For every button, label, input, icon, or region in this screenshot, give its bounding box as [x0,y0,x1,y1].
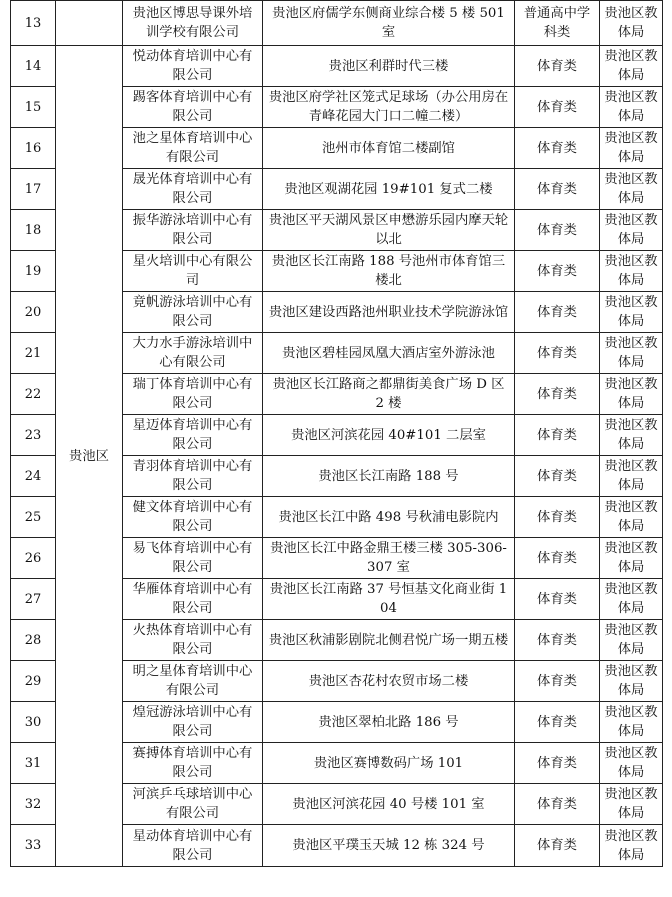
approving-authority: 贵池区教体局 [600,784,663,825]
approving-authority: 贵池区教体局 [600,497,663,538]
row-number: 29 [11,661,56,702]
institution-category: 体育类 [515,579,600,620]
row-number: 13 [11,1,56,46]
row-number: 15 [11,87,56,128]
institution-name: 火热体育培训中心有限公司 [123,620,263,661]
institution-name: 明之星体育培训中心有限公司 [123,661,263,702]
institution-name: 星迈体育培训中心有限公司 [123,415,263,456]
approving-authority: 贵池区教体局 [600,661,663,702]
institution-name: 河滨乒乓球培训中心有限公司 [123,784,263,825]
institution-address: 贵池区长江中路 498 号秋浦电影院内 [263,497,515,538]
institution-category: 体育类 [515,169,600,210]
institution-name: 星动体育培训中心有限公司 [123,825,263,867]
table-body [11,1,663,867]
approving-authority: 贵池区教体局 [600,169,663,210]
institution-category: 体育类 [515,251,600,292]
institution-address: 贵池区长江南路 188 号 [263,456,515,497]
institution-category: 体育类 [515,374,600,415]
row-number: 16 [11,128,56,169]
institution-address: 贵池区长江南路 188 号池州市体育馆三楼北 [263,251,515,292]
institution-name: 大力水手游泳培训中心有限公司 [123,333,263,374]
institution-category: 普通高中学科类 [515,1,600,46]
institution-name: 踢客体育培训中心有限公司 [123,87,263,128]
institution-category: 体育类 [515,87,600,128]
institution-address: 贵池区杏花村农贸市场二楼 [263,661,515,702]
institution-category: 体育类 [515,292,600,333]
institution-category: 体育类 [515,210,600,251]
approving-authority: 贵池区教体局 [600,1,663,46]
row-number: 23 [11,415,56,456]
institution-address: 贵池区建设西路池州职业技术学院游泳馆 [263,292,515,333]
approving-authority: 贵池区教体局 [600,374,663,415]
row-number: 19 [11,251,56,292]
institution-address: 贵池区府儒学东侧商业综合楼 5 楼 501 室 [263,1,515,46]
institution-name: 振华游泳培训中心有限公司 [123,210,263,251]
row-number: 27 [11,579,56,620]
row-number: 21 [11,333,56,374]
institution-category: 体育类 [515,46,600,87]
table-row [11,1,663,46]
institution-address: 贵池区河滨花园 40 号楼 101 室 [263,784,515,825]
row-number: 26 [11,538,56,579]
approving-authority: 贵池区教体局 [600,702,663,743]
approving-authority: 贵池区教体局 [600,825,663,867]
institution-name: 瑞丁体育培训中心有限公司 [123,374,263,415]
institution-name: 健文体育培训中心有限公司 [123,497,263,538]
institution-category: 体育类 [515,456,600,497]
institution-address: 贵池区秋浦影剧院北侧君悦广场一期五楼 [263,620,515,661]
approving-authority: 贵池区教体局 [600,46,663,87]
institution-name: 星火培训中心有限公司 [123,251,263,292]
institution-name: 池之星体育培训中心有限公司 [123,128,263,169]
institution-address: 贵池区利群时代三楼 [263,46,515,87]
institution-address: 贵池区府学社区笼式足球场（办公用房在青峰花园大门口二幢二楼） [263,87,515,128]
approving-authority: 贵池区教体局 [600,415,663,456]
row-number: 33 [11,825,56,867]
row-number: 28 [11,620,56,661]
institution-category: 体育类 [515,497,600,538]
approving-authority: 贵池区教体局 [600,579,663,620]
institution-category: 体育类 [515,702,600,743]
institution-name: 悦动体育培训中心有限公司 [123,46,263,87]
institution-address: 贵池区平天湖风景区申懋游乐园内摩天轮以北 [263,210,515,251]
institution-category: 体育类 [515,825,600,867]
row-number: 25 [11,497,56,538]
approving-authority: 贵池区教体局 [600,333,663,374]
institution-category: 体育类 [515,538,600,579]
institution-category: 体育类 [515,333,600,374]
table-row [11,46,663,87]
institution-category: 体育类 [515,784,600,825]
institution-address: 贵池区碧桂园凤凰大酒店室外游泳池 [263,333,515,374]
institution-category: 体育类 [515,128,600,169]
institution-address: 贵池区平璞玉天城 12 栋 324 号 [263,825,515,867]
approving-authority: 贵池区教体局 [600,538,663,579]
approving-authority: 贵池区教体局 [600,251,663,292]
institution-address: 贵池区长江南路 37 号恒基文化商业街 104 [263,579,515,620]
row-number: 17 [11,169,56,210]
institution-category: 体育类 [515,743,600,784]
institution-name: 青羽体育培训中心有限公司 [123,456,263,497]
approving-authority: 贵池区教体局 [600,128,663,169]
district-cell-empty [56,1,123,46]
approving-authority: 贵池区教体局 [600,620,663,661]
institution-name: 华雁体育培训中心有限公司 [123,579,263,620]
approving-authority: 贵池区教体局 [600,456,663,497]
institution-name: 竟帆游泳培训中心有限公司 [123,292,263,333]
row-number: 32 [11,784,56,825]
row-number: 14 [11,46,56,87]
row-number: 30 [11,702,56,743]
row-number: 24 [11,456,56,497]
institution-name: 易飞体育培训中心有限公司 [123,538,263,579]
approving-authority: 贵池区教体局 [600,292,663,333]
row-number: 22 [11,374,56,415]
institution-name: 晟光体育培训中心有限公司 [123,169,263,210]
institution-name: 煌冠游泳培训中心有限公司 [123,702,263,743]
institution-table [10,0,663,867]
approving-authority: 贵池区教体局 [600,743,663,784]
approving-authority: 贵池区教体局 [600,210,663,251]
institution-name: 赛搏体育培训中心有限公司 [123,743,263,784]
institution-address: 贵池区翠柏北路 186 号 [263,702,515,743]
institution-address: 贵池区赛博数码广场 101 [263,743,515,784]
institution-address: 贵池区河滨花园 40#101 二层室 [263,415,515,456]
row-number: 31 [11,743,56,784]
institution-name: 贵池区博思导课外培训学校有限公司 [123,1,263,46]
institution-address: 贵池区长江中路金鼎王楼三楼 305-306-307 室 [263,538,515,579]
institution-category: 体育类 [515,620,600,661]
institution-address: 贵池区观湖花园 19#101 复式二楼 [263,169,515,210]
row-number: 20 [11,292,56,333]
approving-authority: 贵池区教体局 [600,87,663,128]
institution-address: 池州市体育馆二楼副馆 [263,128,515,169]
row-number: 18 [11,210,56,251]
institution-address: 贵池区长江路商之都鼎街美食广场 D 区 2 楼 [263,374,515,415]
institution-category: 体育类 [515,415,600,456]
district-cell: 贵池区 [56,46,123,867]
institution-category: 体育类 [515,661,600,702]
